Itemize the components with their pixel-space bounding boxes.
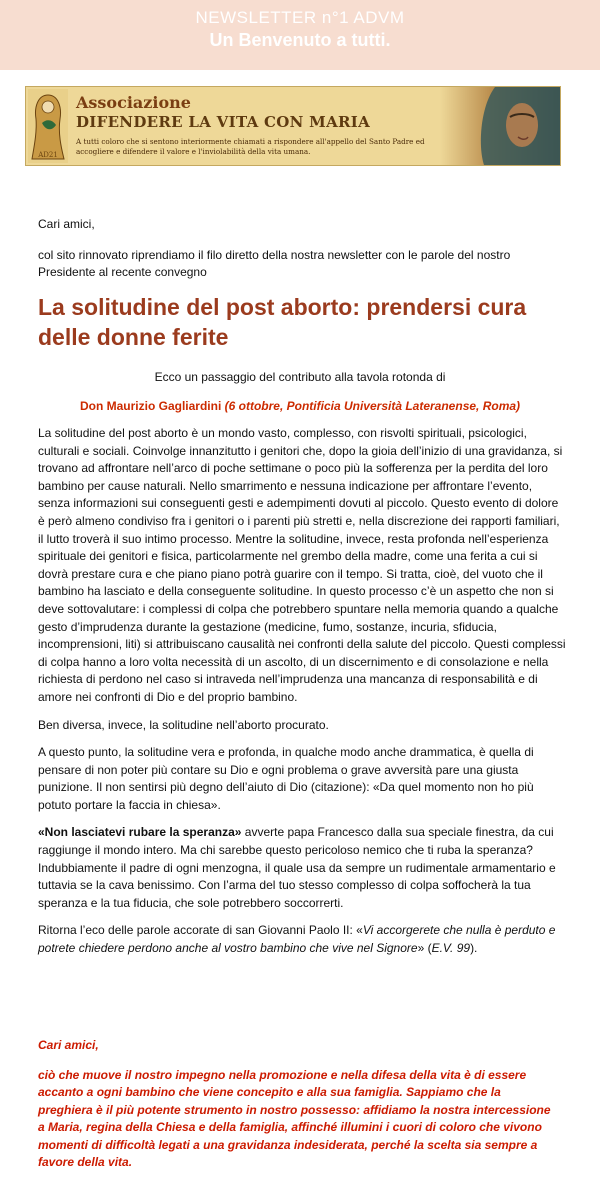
citation-reference: E.V. 99: [431, 941, 471, 956]
article-body: [38, 425, 566, 968]
closing-message: [38, 1037, 558, 1184]
madonna-portrait-image: [440, 87, 560, 165]
association-name-line1: Associazione: [76, 93, 191, 112]
association-name-line2: DIFENDERE LA VITA CON MARIA: [76, 113, 371, 131]
speaker-line: [0, 399, 600, 413]
association-banner[interactable]: [25, 86, 561, 166]
closing-text: ciò che muove il nostro impegno nella promozione e nella difesa della vita è di essere accanto a ogni bambino che viene concepito e alla sua famiglia. Sappiamo che la preghiera è il più potente strumento in nostro possesso: affidiamo la nostra intercessione a Maria, regina della Chiesa e della famiglia, affinché illumini i cuori di coloro che vivono momenti di difficoltà legati a una gravidanza indesiderata, perché la scelta sia sempre a favore della vita.: [38, 1067, 551, 1169]
closing-greeting: Cari amici,: [38, 1038, 99, 1052]
pope-quote: «Non lasciatevi rubare la speranza»: [38, 825, 242, 840]
paragraph-text: Ritorna l’eco delle parole accorate di san Giovanni Paolo II: «: [38, 923, 363, 938]
paragraph: [38, 824, 566, 912]
newsletter-header: [0, 0, 600, 70]
paragraph: La solitudine del post aborto è un mondo vasto, complesso, con risvolti spirituali, psicologici, culturali e sociali. Coinvolge innanzitutto i genitori che, dopo la gioia dell’inizio di una gravidanza, si trovano ad affrontare nell’arco di poche settimane o poco più la sofferenza per la perdita del loro bambino per cause naturali. Nello smarrimento e nessuna indicazione per affrontare l’evento, senza informazioni sui conseguenti gesti e adempimenti dovuti al piccolo. Questo evento di dolore è però almeno condiviso fra i genitori o i parenti più stretti e, nella discrezione dei rapporti familiari, il lutto troverà il suo intimo processo. Mentre la solitudine, invece, resta profonda nell’esperienza spirituale dei genitori e fisica, particolarmente nel grembo della madre, come una ferita a cui si dovrà prestare cura e che piano piano potrà guarire con il tempo. Si tratta, cioè, del vuoto che il bambino ha lasciato e della conseguente solitudine. In questo processo c’è un aspetto che non si deve sottovalutare: i complessi di colpa che potrebbero spuntare nella memoria quando a qualche gesto d’imprudenza durante la gestazione (medicine, fumo, sostanze, incuria, sfiducia, incomprensioni, liti) si attribuiscano causalità nei confronti della salute del piccolo. Questi complessi di colpa hanno a loro volta necessità di un ascolto, di un discernimento e di consolazione e nella richiesta di perdono nel caso si intraveda nell’imprudenza una mancanza di responsabilità e di amore nei confronti di Dio e del proprio bambino.: [38, 426, 566, 704]
passage-intro: Ecco un passaggio del contributo alla tavola rotonda di: [154, 370, 446, 384]
greeting-text: Cari amici,: [38, 217, 95, 231]
newsletter-title: NEWSLETTER n°1 ADVM: [195, 8, 405, 27]
paragraph: [38, 922, 566, 957]
welcome-heading: Un Benvenuto a tutti.: [209, 30, 391, 50]
paragraph-text: ).: [470, 941, 478, 956]
speaker-name: Don Maurizio Gagliardini: [79, 399, 222, 413]
paragraph: Ben diversa, invece, la solitudine nell’aborto procurato.: [38, 717, 329, 732]
john-paul-quote: Vi accorgerete che nulla è perduto e potrete chiedere perdono anche al vostro bambino che vive nel Signore: [38, 923, 556, 956]
speaker-details: (6 ottobre, Pontificia Università Lateranense, Roma): [224, 399, 521, 413]
madonna-logo-icon: [28, 89, 68, 163]
association-tagline: A tutti coloro che si sentono interiormente chiamati a rispondere all'appello del Santo Padre ed accogliere e difendere il valore e l'inviolabilità della vita umana.: [76, 137, 425, 156]
intro-text: col sito rinnovato riprendiamo il filo diretto della nostra newsletter con le parole del nostro Presidente al recente convegno: [38, 248, 511, 279]
article-title: La solitudine del post aborto: prendersi cura delle donne ferite: [38, 294, 527, 350]
paragraph-text: avverte papa Francesco dalla sua speciale finestra, da cui raggiunge il mondo intero. Ma chi sarebbe questo pericoloso nemico che ti ruba la speranza? Indubbiamente il padre di ogni menzogna, il quale usa da sempre un rudimentale armamentario e tuttavia se la cava benissimo. Con l’arma del tuo stesso complesso di colpa soffocherà la tua speranza e la tua fiducia, che sole potrebbero soccorrerti.: [38, 825, 556, 910]
svg-text:AD21: AD21: [38, 151, 58, 159]
paragraph-text: » (: [417, 941, 432, 956]
paragraph: A questo punto, la solitudine vera e profonda, in qualche modo anche drammatica, è quella di pensare di non poter più contare su Dio e ogni problema o grave avversità pare una giusta punizione. Il non sentirsi più degno dell’aiuto di Dio (citazione): «Da quel momento non ho più potuto portare la faccia in chiesa».: [38, 745, 534, 812]
